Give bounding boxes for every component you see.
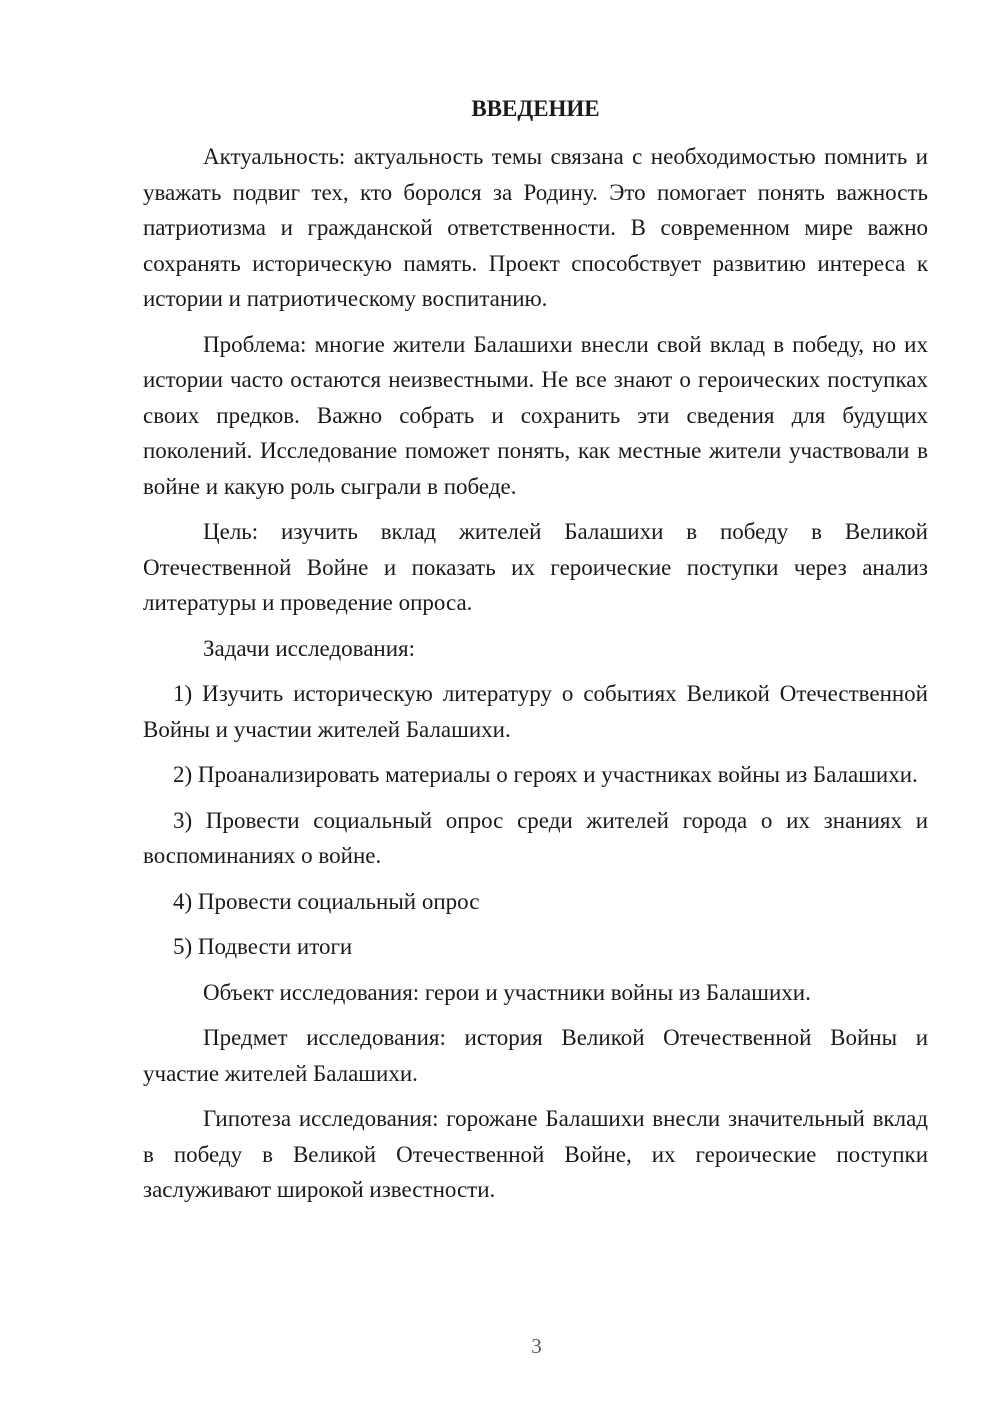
paragraph-subject: Предмет исследования: история Великой Отечественной Войны и участие жителей Балашихи. xyxy=(143,1025,928,1086)
paragraph-object: Объект исследования: герои и участники войны из Балашихи. xyxy=(203,979,811,1005)
task-item-2: 2) Проанализировать материалы о героях и участниках войны из Балашихи. xyxy=(173,762,918,787)
task-item-1: 1) Изучить историческую литературу о событиях Великой Отечественной Войны и участии жителей Балашихи. xyxy=(143,681,928,742)
page-number: 3 xyxy=(531,1334,542,1358)
task-item-5: 5) Подвести итоги xyxy=(173,934,353,959)
paragraph-problem: Проблема: многие жители Балашихи внесли свой вклад в победу, но их истории часто остаются неизвестными. Не все знают о героических поступках своих предков. Важно собрать и сохранить эти сведения для будущих поколений. Исследование поможет понять, как местные жители участвовали в войне и какую роль сыграли в победе. xyxy=(143,331,928,499)
task-item-3: 3) Провести социальный опрос среди жителей города о их знаниях и воспоминаниях о войне. xyxy=(143,807,928,868)
page-title: ВВЕДЕНИЕ xyxy=(471,96,600,121)
paragraph-goal: Цель: изучить вклад жителей Балашихи в победу в Великой Отечественной Войне и показать их героические поступки через анализ литературы и проведение опроса. xyxy=(143,519,928,615)
page-content xyxy=(143,91,928,1218)
paragraph-hypothesis: Гипотеза исследования: горожане Балашихи внесли значительный вклад в победу в Великой Отечественной Войне, их героические поступки заслуживают широкой известности. xyxy=(143,1106,928,1202)
task-item-4: 4) Провести социальный опрос xyxy=(173,888,480,914)
paragraph-relevance: Актуальность: актуальность темы связана с необходимостью помнить и уважать подвиг тех, кто боролся за Родину. Это помогает понять важность патриотизма и гражданской ответственности. В современном мире важно сохранять историческую память. Проект способствует развитию интереса к истории и патриотическому воспитанию. xyxy=(143,144,928,311)
paragraph-tasks-heading: Задачи исследования: xyxy=(203,635,416,661)
